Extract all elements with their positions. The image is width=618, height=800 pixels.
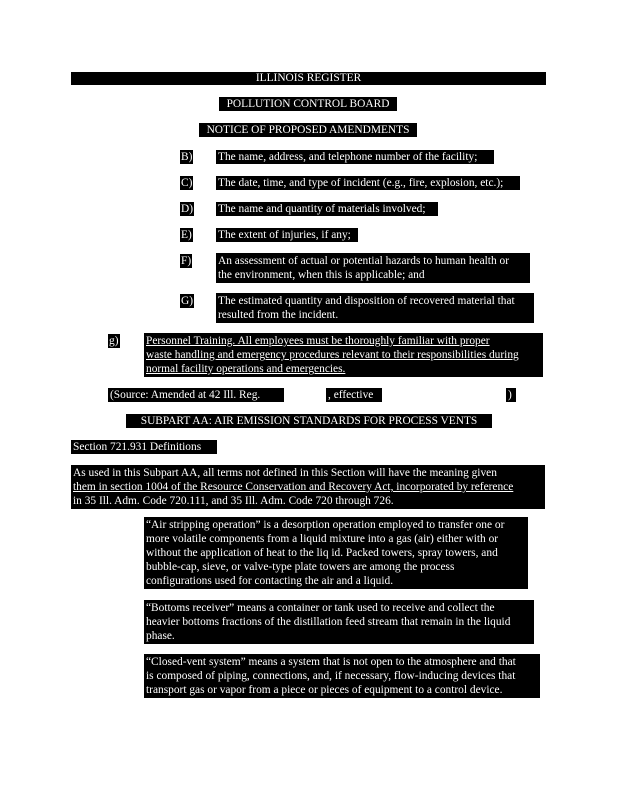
item-text-c: The date, time, and type of incident (e.g., fire, explosion, etc.); (216, 176, 520, 190)
intro-line: As used in this Subpart AA, all terms not defined in this Section will have the meaning given (73, 467, 497, 479)
source-suffix: ) (506, 388, 516, 402)
item-text-f (216, 253, 530, 283)
training-label: g) (109, 335, 119, 347)
agency-title: POLLUTION CONTROL BOARD (219, 97, 397, 111)
intro-paragraph (71, 465, 545, 509)
definition-air-stripping (144, 517, 528, 589)
item-text-g-line: resulted from the incident. (218, 309, 339, 321)
intro-line: in 35 Ill. Adm. Code 720.111, and 35 Ill. Adm. Code 720 through 726. (73, 495, 394, 507)
item-label-d: D) (181, 203, 194, 215)
definition-line: “Bottoms receiver” means a container or tank used to receive and collect the (146, 602, 495, 614)
item-text-b: The name, address, and telephone number of the facility; (216, 150, 494, 164)
definition-line: phase. (146, 630, 175, 642)
definition-line: more volatile components from a liquid mixture into a gas (air) either with or (146, 533, 499, 545)
definition-closed-vent (144, 654, 540, 698)
item-text-f-line: An assessment of actual or potential hazards to human health or (218, 255, 510, 267)
register-header (71, 72, 546, 85)
definition-line: configurations used for contacting the air and a liquid. (146, 575, 394, 587)
training-line: Personnel Training. All employees must be thoroughly familiar with proper (146, 335, 490, 347)
item-text-e: The extent of injuries, if any; (216, 228, 358, 242)
subpart-title: SUBPART AA: AIR EMISSION STANDARDS FOR PROCESS VENTS (126, 414, 492, 428)
definition-line: “Air stripping operation” is a desorption operation employed to transfer one or (146, 519, 505, 531)
definition-line: bubble-cap, sieve, or valve-type plate towers are among the process (146, 561, 455, 573)
source-prefix: (Source: Amended at 42 Ill. Reg. (108, 388, 284, 402)
item-text-g (216, 293, 534, 323)
training-line: waste handling and emergency procedures relevant to their responsibilities during (146, 349, 519, 361)
definition-line: is composed of piping, connections, and, if necessary, flow-inducing devices that (146, 670, 516, 682)
notice-title: NOTICE OF PROPOSED AMENDMENTS (199, 123, 417, 137)
definition-line: transport gas or vapor from a piece or pieces of equipment to a control device. (146, 684, 503, 696)
source-middle: , effective (326, 388, 382, 402)
section-title: Section 721.931 Definitions (71, 440, 217, 454)
item-label-b: B) (181, 151, 193, 163)
item-label-f: F) (181, 255, 192, 267)
item-text-f-line: the environment, when this is applicable; and (218, 269, 425, 281)
register-title: ILLINOIS REGISTER (255, 72, 362, 84)
intro-line: them in section 1004 of the Resource Conservation and Recovery Act, incorporated by reference (73, 481, 514, 493)
definition-line: without the application of heat to the liq id. Packed towers, spray towers, and (146, 547, 498, 559)
item-label-g: G) (181, 295, 194, 307)
training-line: normal facility operations and emergencies. (146, 363, 346, 375)
item-text-d: The name and quantity of materials involved; (216, 202, 438, 216)
definition-bottoms-receiver (144, 600, 534, 644)
item-label-c: C) (181, 177, 193, 189)
item-label-e: E) (181, 229, 192, 241)
training-text (144, 333, 543, 377)
definition-line: “Closed-vent system” means a system that is not open to the atmosphere and that (146, 656, 516, 668)
item-text-g-line: The estimated quantity and disposition of recovered material that (218, 295, 515, 307)
definition-line: heavier bottoms fractions of the distillation feed stream that remain in the liquid (146, 616, 511, 628)
